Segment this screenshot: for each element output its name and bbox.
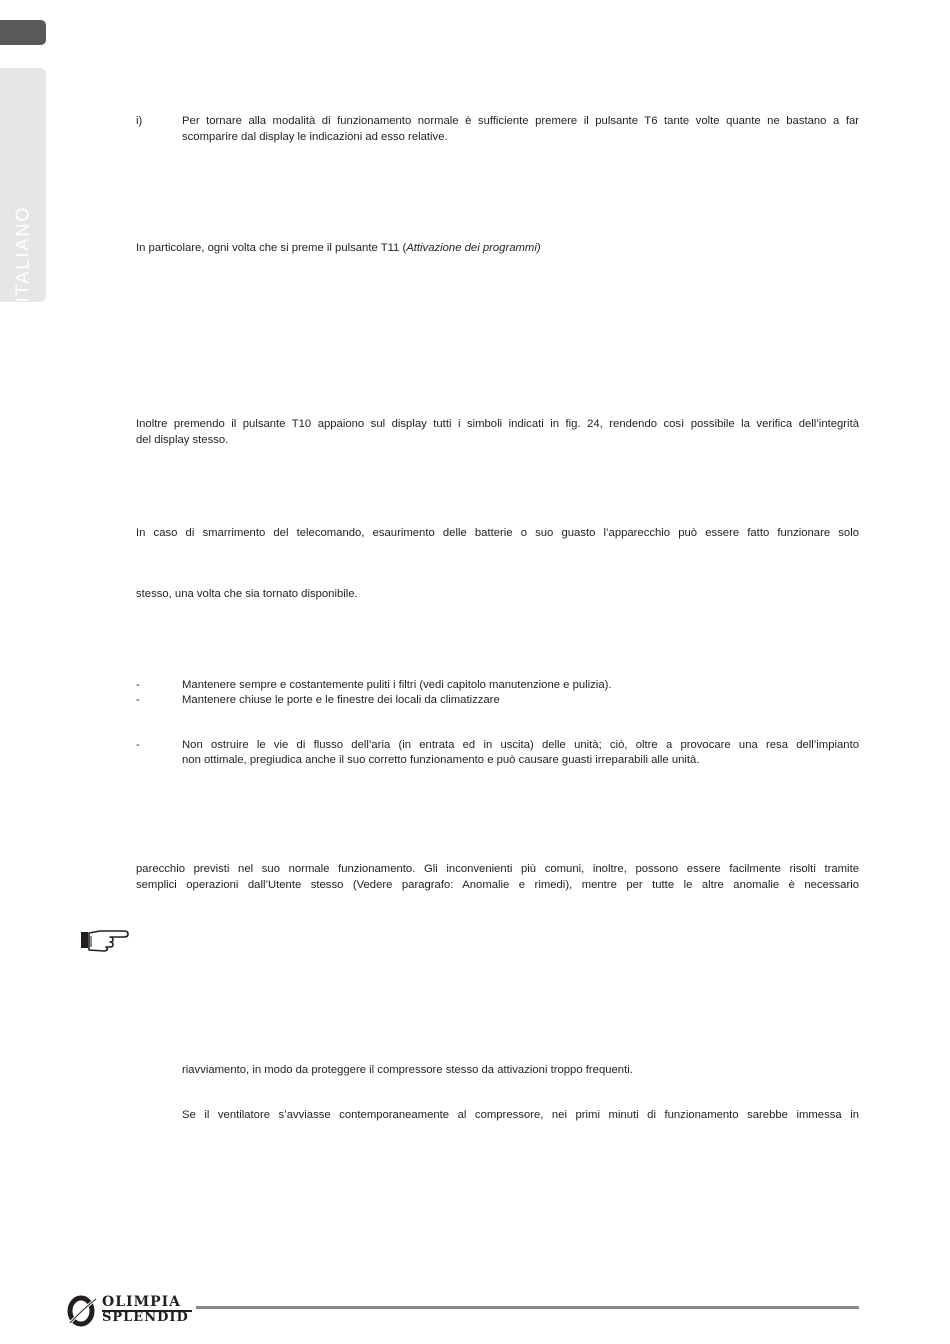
pointing-hand-icon — [80, 926, 130, 952]
paragraph-fan: Se il ventilatore s’avviasse contemporaneamente al compressore, nei primi minuti di funzionamento sarebbe immessa in — [182, 1109, 859, 1121]
paragraph-anomalies-line2: semplici operazioni dall’Utente stesso (Vedere paragrafo: Anomalie e rimedi), mentre per tutte le altre anomalie è necessario — [136, 879, 859, 891]
footer-rule — [196, 1306, 859, 1309]
brand-name-line2: SPLENDID — [102, 1310, 189, 1325]
chapter-tab — [0, 20, 46, 45]
bullet-marker: - — [136, 694, 140, 706]
bullet-airflow-line2: non ottimale, pregiudica anche il suo corretto funzionamento e può causare guasti irreparabili alle unità. — [182, 754, 700, 766]
paragraph-restart: riavviamento, in modo da proteggere il compressore stesso da attivazioni troppo frequenti. — [182, 1064, 633, 1076]
brand-name-line1: OLIMPIA — [102, 1294, 182, 1310]
paragraph-remote-line2: stesso, una volta che sia tornato disponibile. — [136, 588, 358, 600]
bullet-marker: - — [136, 679, 140, 691]
bullet-doors: Mantenere chiuse le porte e le finestre dei locali da climatizzare — [182, 694, 500, 706]
paragraph-remote-line1: In caso di smarrimento del telecomando, esaurimento delle batterie o suo guasto l’apparecchio può essere fatto funzionare solo — [136, 527, 859, 539]
bullet-filters: Mantenere sempre e costantemente puliti i filtri (vedi capitolo manutenzione e pulizia). — [182, 679, 612, 691]
brand-logo — [66, 1293, 196, 1329]
paragraph-t10-line2: del display stesso. — [136, 434, 229, 446]
item-i-line1: Per tornare alla modalità di funzionamento normale è sufficiente premere il pulsante T6 tante volte quante ne bastano a far — [182, 115, 859, 127]
paragraph-t11 — [136, 240, 859, 256]
language-label: ITALIANO — [12, 205, 33, 303]
language-tab — [0, 68, 46, 302]
bullet-marker: - — [136, 739, 140, 751]
paragraph-t11-text: In particolare, ogni volta che si preme il pulsante T11 ( — [136, 242, 407, 254]
logo-emblem-icon — [66, 1293, 100, 1329]
item-marker: i) — [136, 115, 143, 127]
item-i-line2: scomparire dal display le indicazioni ad esso relative. — [182, 131, 448, 143]
bullet-airflow-line1: Non ostruire le vie di flusso dell’aria (in entrata ed in uscita) delle unità; ciò, oltre a provocare una resa dell’impianto — [182, 739, 859, 751]
paragraph-anomalies-line1: parecchio previsti nel suo normale funzionamento. Gli inconvenienti più comuni, inoltre, possono essere facilmente risolti tramite — [136, 863, 859, 875]
paragraph-t11-italic: Attivazione dei programmi) — [406, 242, 541, 254]
paragraph-t10-line1: Inoltre premendo il pulsante T10 appaiono sul display tutti i simboli indicati in fig. 24, rendendo così possibile la verifica dell’integrità — [136, 418, 859, 430]
